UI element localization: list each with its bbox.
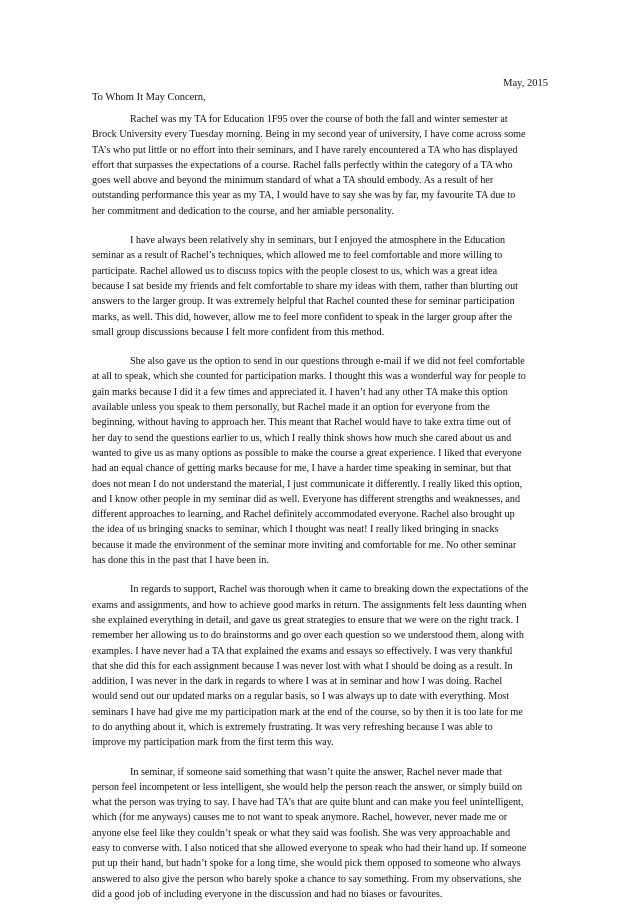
paragraph-line: beginning, without having to approach her. This meant that Rachel would have to take extra time out of — [92, 417, 512, 429]
paragraph-line: easy to converse with. I also noticed that she allowed everyone to speak who had their hand up. If someone — [92, 843, 527, 855]
paragraph-line: anyone else feel like they couldn’t speak or what they said was foolish. She was very approachable and — [92, 827, 511, 839]
paragraph-line: did a good job of including everyone in the discussion and had no biases or favourites. — [92, 888, 443, 900]
paragraph-line: had an equal chance of getting marks because for me, I have a harder time speaking in seminar, but that — [92, 463, 512, 475]
paragraph-line: at all to speak, which she counted for participation marks. I thought this was a wonderful way for people to — [92, 371, 526, 383]
paragraph-line: Rachel was my TA for Education 1F95 over the course of both the fall and winter semester at — [130, 114, 508, 125]
paragraph-line: her day to send the questions earlier to us, which I really think shows how much she cared about us and — [92, 432, 512, 444]
paragraph-line: which (for me anyways) causes me to not want to speak anymore. Rachel, however, never made me or — [92, 812, 508, 824]
paragraph-line: seminar as a result of Rachel’s techniques, which allowed me to feel comfortable and more willing to — [92, 250, 503, 262]
letter-paragraph — [92, 354, 544, 568]
paragraph-line: would send out our updated marks on a regular basis, so I was always up to date with everything. Most — [92, 691, 510, 703]
paragraph-line: effort that surpasses the expectations of a course. Rachel falls perfectly within the category of a TA who — [92, 159, 513, 171]
paragraph-line: answers to the larger group. It was extremely helpful that Rachel counted these for seminar participation — [92, 296, 515, 308]
paragraph-line: She also gave us the option to send in our questions through e-mail if we did not feel comfortable — [130, 356, 525, 368]
paragraph-line: improve my participation mark from the first term this way. — [92, 737, 334, 749]
paragraph-line: In regards to support, Rachel was thorough when it came to breaking down the expectations of the — [130, 584, 529, 596]
paragraph-line: gain marks because I did it a few times and appreciated it. I haven’t had any other TA make this option — [92, 386, 508, 398]
paragraph-line: exams and assignments, and how to achieve good marks in return. The assignments felt less daunting when — [92, 599, 527, 611]
letter-paragraph — [92, 233, 544, 340]
paragraph-line: has done this in the past that I have been in. — [92, 555, 269, 567]
paragraph-line: participate. Rachel allowed us to discuss topics with the people closest to us, which was a great idea — [92, 265, 498, 277]
paragraph-line: the idea of us bringing snacks to seminar, which I thought was neat! I really liked bringing in snacks — [92, 524, 499, 536]
letter-paragraph — [92, 112, 544, 219]
letter-body — [92, 112, 544, 916]
paragraph-line: and I know other people in my seminar did as well. Everyone has different strengths and weaknesses, and — [92, 493, 521, 505]
paragraph-line: seminars I have had give me my participation mark at the end of the course, so by then it is too late for me — [92, 706, 523, 718]
paragraph-line: that she did this for each assignment because I was never lost with what I should be doing as a result. In — [92, 660, 513, 672]
paragraph-line: put up their hand, but hadn’t spoke for a long time, she would pick them opposed to someone who always — [92, 858, 521, 870]
paragraph-line: TA’s who put little or no effort into their seminars, and I have rarely encountered a TA who has displayed — [92, 144, 518, 156]
paragraph-line: she explained everything in detail, and gave us great strategies to ensure that we were on the right track. I — [92, 614, 520, 626]
paragraph-line: because it made the environment of the seminar more inviting and comfortable for me. No other seminar — [92, 539, 517, 551]
paragraph-line: marks, as well. This did, however, allow me to feel more confident to speak in the larger group after the — [92, 311, 513, 323]
letter-salutation: To Whom It May Concern, — [92, 92, 206, 103]
paragraph-line: because I sat beside my friends and felt comfortable to share my ideas with them, rather than blurting out — [92, 280, 518, 292]
paragraph-line: wanted to give us as many options as possible to make the course a great experience. I liked that everyone — [92, 447, 522, 459]
paragraph-line: what the person was trying to say. I have had TA’s that are quite blunt and can make you feel unintelligent, — [92, 797, 524, 809]
paragraph-line: outstanding performance this year as my TA, I would have to say she was by far, my favourite TA due to — [92, 190, 516, 202]
paragraph-line: answered to also give the person who barely spoke a chance to say something. From my observations, she — [92, 873, 522, 885]
letter-paragraph — [92, 582, 544, 750]
paragraph-line: remember her allowing us to do brainstorms and go over each question so we understood them, along with — [92, 630, 524, 642]
paragraph-line: addition, I was never in the dark in regards to where I was at in seminar and how I was doing. Rachel — [92, 676, 503, 688]
paragraph-line: available unless you speak to them personally, but Rachel made it an option for everyone from the — [92, 402, 490, 414]
paragraph-line: goes well above and beyond the minimum standard of what a TA should embody. As a result of her — [92, 175, 494, 187]
paragraph-line: small group discussions because I felt more confident from this method. — [92, 326, 385, 338]
paragraph-line: examples. I have never had a TA that explained the exams and essays so effectively. I was very thankful — [92, 645, 513, 657]
paragraph-line: In seminar, if someone said something that wasn’t quite the answer, Rachel never made that — [130, 766, 502, 778]
letter-paragraph — [92, 765, 544, 903]
paragraph-line: different approaches to learning, and Rachel definitely accommodated everyone. Rachel also brought up — [92, 509, 515, 521]
paragraph-line: person feel incompetent or less intelligent, she would help the person reach the answer, or simply build on — [92, 781, 523, 793]
paragraph-line: to do anything about it, which is extremely frustrating. It was very refreshing because I was able to — [92, 721, 493, 733]
paragraph-line: her commitment and dedication to the course, and her amiable personality. — [92, 205, 394, 217]
paragraph-line: does not mean I do not understand the material, I just communicate it differently. I really liked this option, — [92, 478, 523, 490]
letter-date: May, 2015 — [503, 78, 548, 89]
paragraph-line: Brock University every Tuesday morning. Being in my second year of university, I have come across some — [92, 129, 526, 141]
paragraph-line: I have always been relatively shy in seminars, but I enjoyed the atmosphere in the Education — [130, 235, 506, 247]
